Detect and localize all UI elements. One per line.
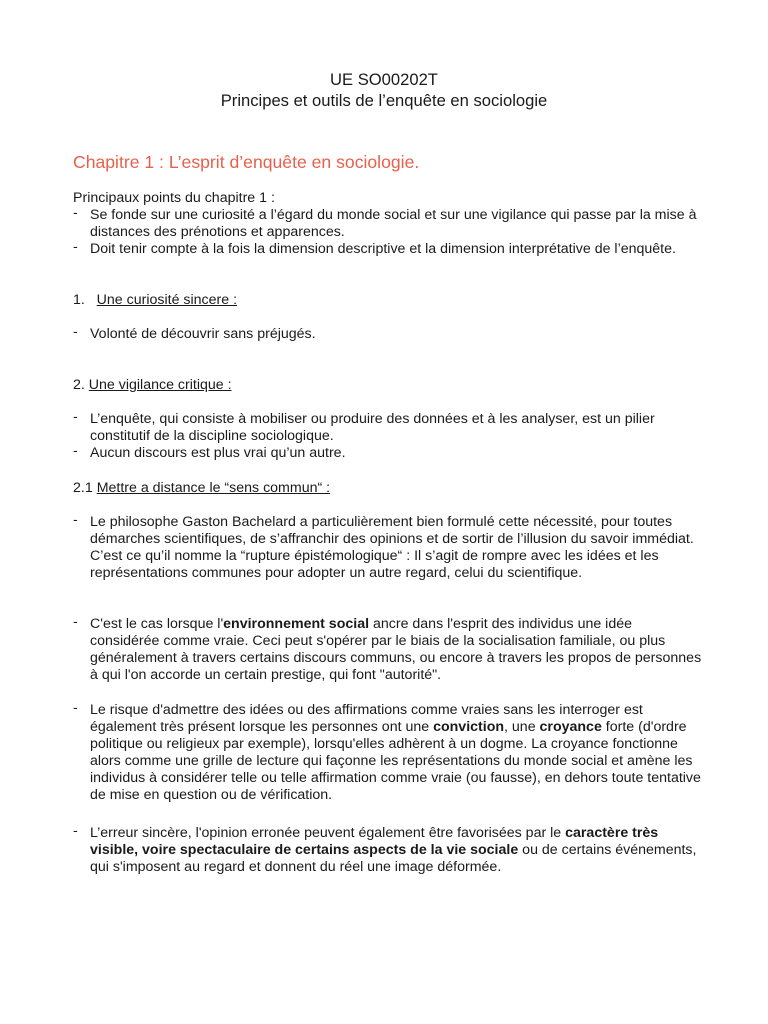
section-1-heading (73, 292, 703, 309)
paragraph-list (73, 514, 703, 582)
course-title: Principes et outils de l’enquête en sociologie (220, 91, 548, 110)
list-item (73, 326, 703, 343)
bold-term: croyance (539, 719, 602, 735)
dash-marker: - (73, 823, 78, 839)
list-item (73, 445, 703, 462)
document-header (0, 69, 768, 111)
dash-marker: - (73, 324, 78, 340)
section-2-1-paragraph-3 (73, 702, 703, 804)
dash-marker: - (73, 443, 78, 459)
paragraph-text-b: ancre dans l'esprit des individus une idée considérée comme vraie. Ceci peut s'opérer par le biais de la socialisation familiale, ou plus généralement à travers certains discours communs, ou encore à travers les propos de personnes à qui l'on accorde un certain prestige, qui font "autorité". (90, 616, 702, 683)
dash-marker: - (73, 239, 78, 255)
intro-section (73, 190, 703, 258)
paragraph-text-b: , une (504, 719, 540, 735)
dash-marker: - (73, 205, 78, 221)
list-item-text: L’enquête, qui consiste à mobiliser ou produire des données et à les analyser, est un pilier constitutif de la discipline sociologique. (90, 411, 655, 444)
section-number: 2. (73, 377, 85, 393)
dash-marker: - (73, 512, 78, 528)
paragraph-text-a: C'est le cas lorsque l' (90, 616, 224, 632)
list-item (73, 514, 703, 582)
paragraph-text-c: forte (d'ordre politique ou religieux par exemple), lorsqu'elles adhèrent à un dogme. La croyance fonctionne alors comme une grille de lecture qui façonne les représentations du monde social et amène les individus à considérer telle ou telle affirmation comme vraie (ou fausse), en dehors toute tentative de mise en question ou de vérification. (90, 719, 701, 803)
list-item (73, 825, 703, 876)
section-1-body (73, 326, 703, 343)
paragraph-text: Le philosophe Gaston Bachelard a particulièrement bien formulé cette nécessité, pour toutes démarches scientifiques, de s’affranchir des opinions et de sortir de l’illusion du savoir immédiat. C’est ce qu’il nomme la “rupture épistémologique“ : Il s’agit de rompre avec les idées et les représentations communes pour adopter un autre regard, celui du scientifique. (90, 514, 694, 581)
section-2-1-heading (73, 480, 703, 497)
bold-term: caractère très visible, voire spectaculaire de certains aspects de la vie sociale (90, 825, 659, 858)
section-2-1-paragraph-4 (73, 825, 703, 876)
section-2-body (73, 411, 703, 462)
list-item (73, 616, 703, 684)
section-2-1-paragraph-2 (73, 616, 703, 684)
paragraph-list (73, 702, 703, 804)
paragraph-text-a: L’erreur sincère, l'opinion erronée peuvent également être favorisées par le (90, 825, 566, 841)
dash-marker: - (73, 614, 78, 630)
section-number: 2.1 (73, 480, 93, 496)
list-item (73, 411, 703, 445)
list-item-text: Aucun discours est plus vrai qu’un autre. (90, 445, 346, 461)
list-item-text: Volonté de découvrir sans préjugés. (90, 326, 316, 342)
dash-marker: - (73, 409, 78, 425)
list-item (73, 702, 703, 804)
section-1-list (73, 326, 703, 343)
section-2-list (73, 411, 703, 462)
chapter-title: Chapitre 1 : L’esprit d’enquête en sociologie. (73, 152, 420, 172)
section-2-heading (73, 377, 703, 394)
dash-marker: - (73, 700, 78, 716)
paragraph-text-a: Le risque d'admettre des idées ou des affirmations comme vraies sans les interroger est également très présent lorsque les personnes ont une (90, 702, 643, 735)
section-title: Une vigilance critique : (88, 377, 232, 393)
list-item-text: Doit tenir compte à la fois la dimension descriptive et la dimension interprétative de l’enquête. (90, 241, 676, 257)
paragraph-list (73, 616, 703, 684)
section-2-1-paragraph-1 (73, 514, 703, 582)
paragraph-text-b: ou de certains événements, qui s'imposent au regard et donnent du réel une image déformée. (90, 842, 697, 875)
bold-term: conviction (433, 719, 505, 735)
paragraph-list (73, 825, 703, 876)
section-number: 1. (73, 292, 85, 308)
intro-list (73, 207, 703, 258)
list-item (73, 241, 703, 258)
bold-term: environnement social (223, 616, 370, 632)
section-title: Mettre a distance le “sens commun“ : (96, 480, 331, 496)
section-title: Une curiosité sincere : (96, 292, 238, 308)
list-item-text: Se fonde sur une curiosité a l’égard du monde social et sur une vigilance qui passe par la mise à distances des prénotions et apparences. (90, 207, 697, 240)
list-item (73, 207, 703, 241)
course-code: UE SO00202T (330, 70, 438, 89)
intro-heading: Principaux points du chapitre 1 : (73, 190, 275, 206)
